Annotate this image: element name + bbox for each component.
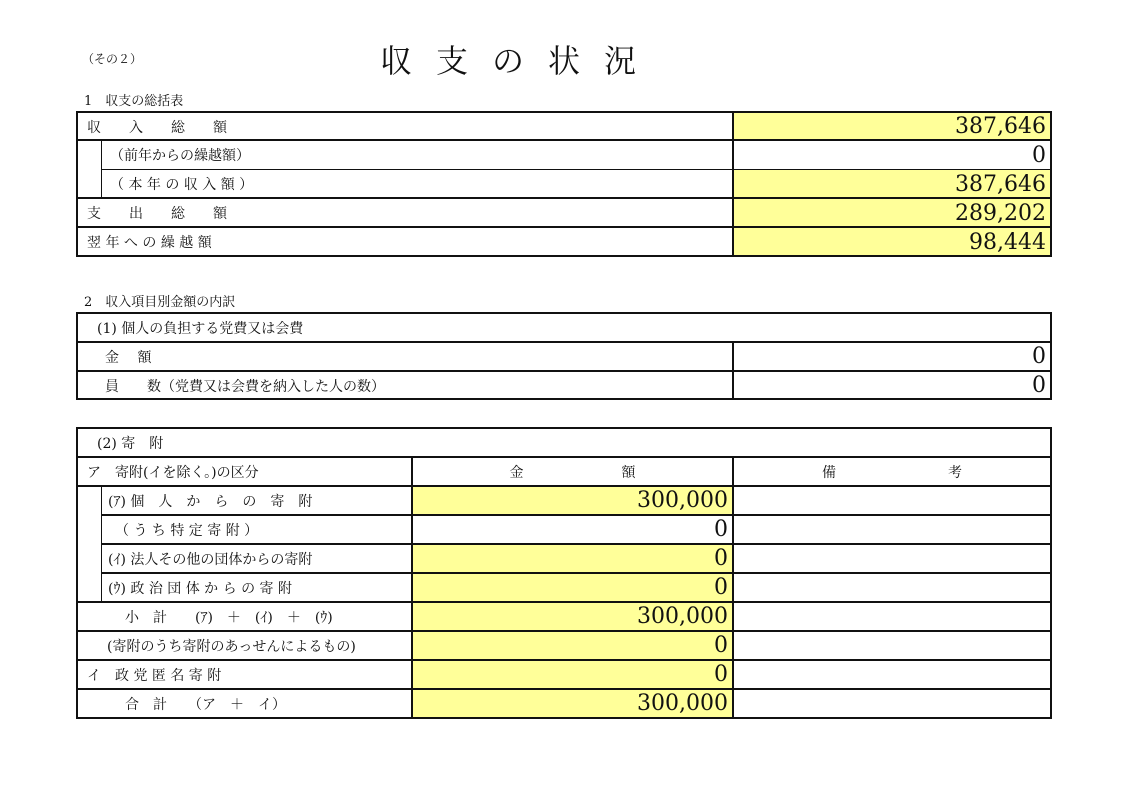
- page-title: 収支の状況: [380, 42, 661, 80]
- fee-label: 金 額: [76, 342, 733, 371]
- divider: [76, 456, 1052, 458]
- summary-label: 支 出 総 額: [76, 198, 733, 228]
- summary-label: 翌 年 へ の 繰 越 額: [76, 227, 733, 257]
- donation-section-title: (2) 寄 附: [76, 428, 1051, 457]
- donation-amount: 300,000: [412, 486, 733, 515]
- donation-note: [733, 486, 1051, 515]
- divider: [76, 197, 1052, 199]
- donation-label: (ｳ) 政 治 団 体 か ら の 寄 附: [101, 573, 412, 602]
- donation-amount: 300,000: [412, 689, 733, 718]
- column-header-category: ア 寄附(イを除く。)の区分: [76, 457, 412, 486]
- indent-cell: [76, 486, 102, 602]
- summary-label: （前年からの繰越額）: [101, 140, 733, 170]
- summary-label: （ 本 年 の 収 入 額 ）: [101, 169, 733, 199]
- donation-note: [733, 631, 1051, 660]
- donation-note: [733, 544, 1051, 573]
- page-number-label: （その２）: [82, 52, 143, 66]
- donation-amount: 0: [412, 631, 733, 660]
- donation-label: (寄附のうち寄附のあっせんによるもの): [76, 631, 412, 660]
- donation-amount: 300,000: [412, 602, 733, 631]
- fee-value: 0: [733, 371, 1051, 400]
- column-header-note: 備 考: [733, 457, 1051, 486]
- donation-amount: 0: [412, 573, 733, 602]
- divider: [76, 341, 1052, 343]
- summary-value: 289,202: [733, 198, 1051, 228]
- donation-label: イ 政 党 匿 名 寄 附: [76, 660, 412, 689]
- indent-cell: [76, 140, 102, 198]
- donation-note: [733, 689, 1051, 718]
- fee-value: 0: [733, 342, 1051, 371]
- donation-amount: 0: [412, 660, 733, 689]
- summary-value: 387,646: [733, 169, 1051, 199]
- donation-note: [733, 602, 1051, 631]
- summary-value: 98,444: [733, 227, 1051, 257]
- donation-label: (ｲ) 法人その他の団体からの寄附: [101, 544, 412, 573]
- divider: [76, 226, 1052, 228]
- donation-amount: 0: [412, 544, 733, 573]
- donation-note: [733, 573, 1051, 602]
- divider: [76, 485, 1052, 487]
- fee-section-title: (1) 個人の負担する党費又は会費: [76, 313, 1051, 342]
- donation-label: （ う ち 特 定 寄 附 ）: [101, 515, 412, 544]
- divider: [76, 139, 1052, 141]
- summary-value: 387,646: [733, 112, 1051, 141]
- donation-amount: 0: [412, 515, 733, 544]
- donation-label: 合 計 （ア ＋ イ）: [76, 689, 412, 718]
- donation-note: [733, 660, 1051, 689]
- fee-label: 員 数（党費又は会費を納入した人の数）: [76, 371, 733, 400]
- summary-value: 0: [733, 140, 1051, 170]
- summary-label: 収 入 総 額: [76, 112, 733, 141]
- donation-label: 小 計 (ｱ) ＋ (ｲ) ＋ (ｳ): [76, 602, 412, 631]
- divider: [411, 457, 413, 719]
- section-1-heading: 1 収支の総括表: [84, 94, 184, 109]
- divider: [76, 688, 1052, 690]
- donation-note: [733, 515, 1051, 544]
- donation-label: (ｱ) 個 人 か ら の 寄 附: [101, 486, 412, 515]
- section-2-heading: 2 収入項目別金額の内訳: [84, 295, 236, 310]
- column-header-amount: 金 額: [412, 457, 733, 486]
